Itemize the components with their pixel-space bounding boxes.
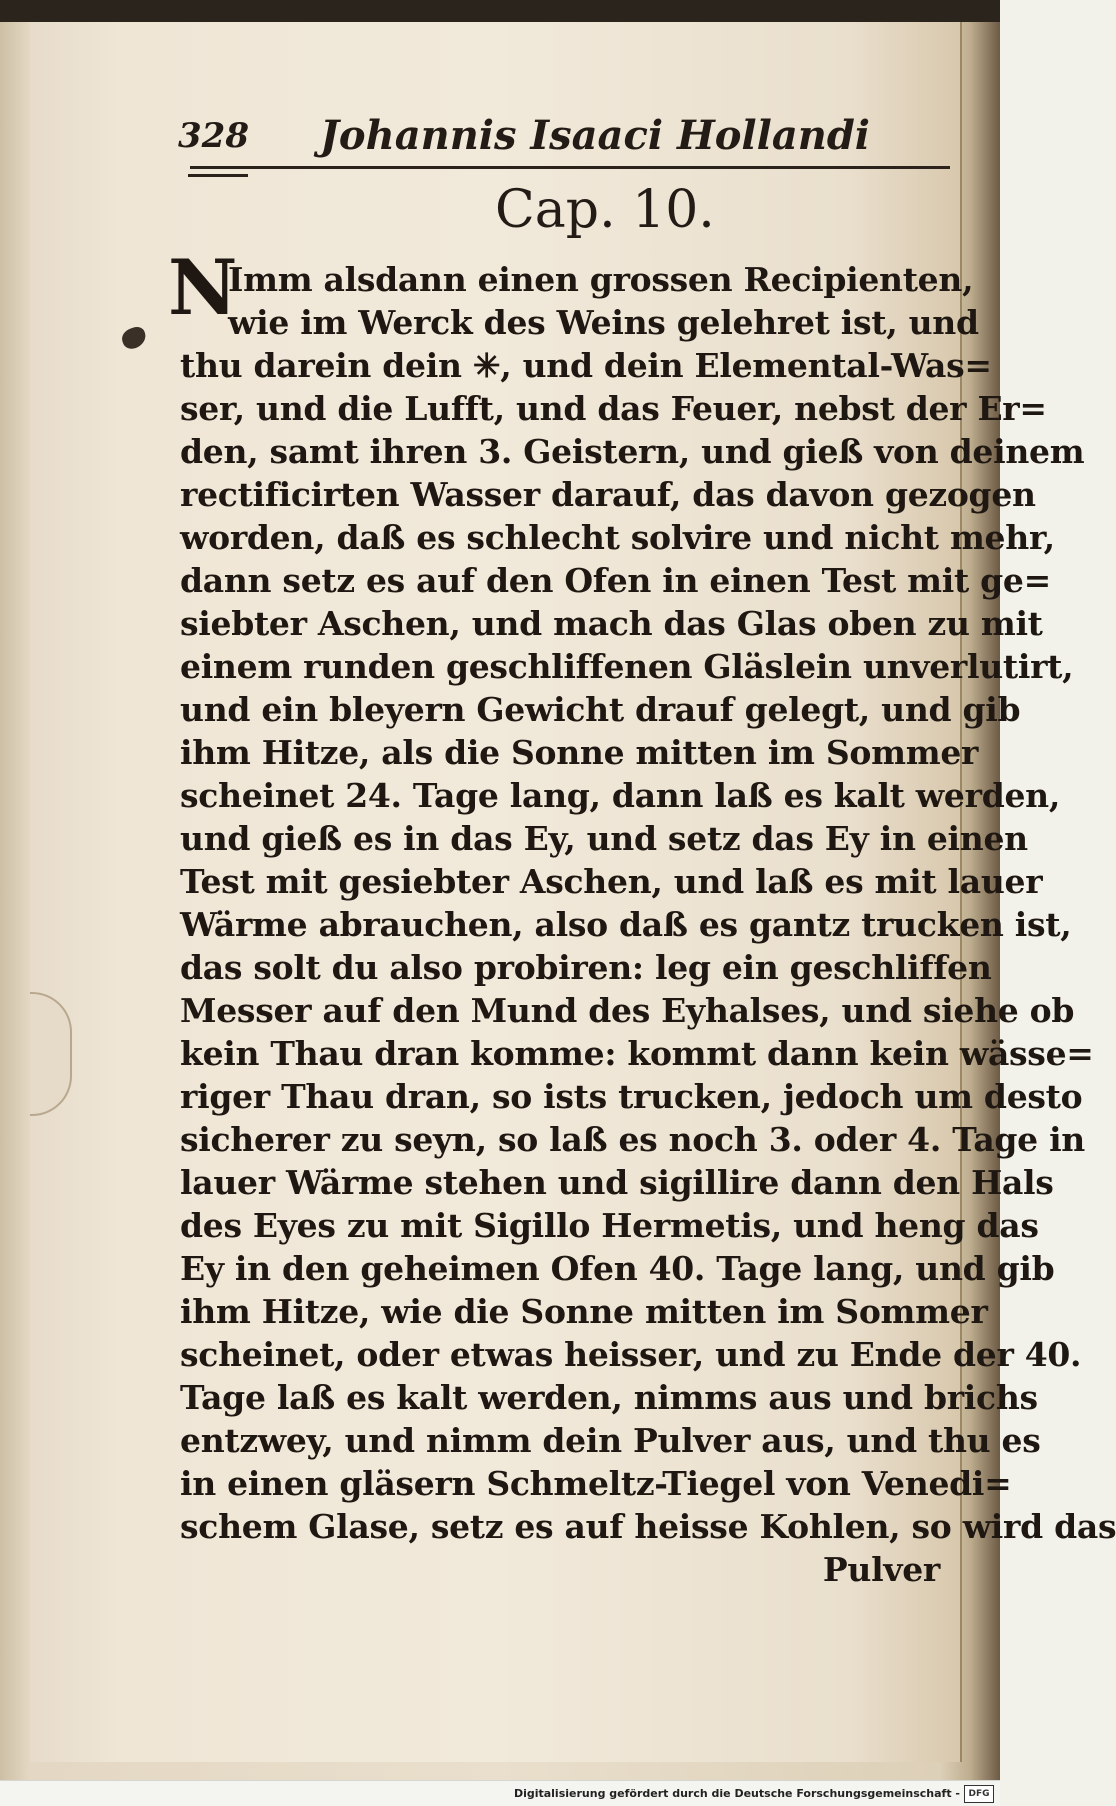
text-line: des Eyes zu mit Sigillo Hermetis, und heng das <box>180 1206 1039 1245</box>
running-head <box>150 108 950 168</box>
text-line: entzwey, und nimm dein Pulver aus, und thu es <box>180 1421 1041 1460</box>
text-line: ihm Hitze, als die Sonne mitten im Sommer <box>180 733 979 772</box>
header-rule <box>190 166 950 169</box>
text-line: riger Thau dran, so ists trucken, jedoch um desto <box>180 1077 1083 1116</box>
chapter-title: Cap. 10. <box>495 180 715 240</box>
text-line: in einen gläsern Schmeltz-Tiegel von Venedi= <box>180 1464 1012 1503</box>
page-number: 328 <box>178 116 249 156</box>
text-line: rectificirten Wasser darauf, das davon gezogen <box>180 475 1036 514</box>
digitization-footer <box>0 1780 1000 1806</box>
catchword: Pulver <box>822 1550 940 1589</box>
text-line: dann setz es auf den Ofen in einen Test mit ge= <box>180 561 1051 600</box>
text-line: und gieß es in das Ey, und setz das Ey in einen <box>180 819 1028 858</box>
text-line: Imm alsdann einen grossen Recipienten, <box>228 260 974 299</box>
text-line: kein Thau dran komme: kommt dann kein wässe= <box>180 1034 1094 1073</box>
text-line: einem runden geschliffenen Gläslein unverlutirt, <box>180 647 1074 686</box>
text-line: scheinet 24. Tage lang, dann laß es kalt werden, <box>180 776 1061 815</box>
text-line: thu darein dein ✳, und dein Elemental-Was= <box>180 346 992 385</box>
running-title: Johannis Isaaci Hollandi <box>320 112 870 159</box>
dfg-logo: DFG <box>964 1785 994 1803</box>
text-line: Test mit gesiebter Aschen, und laß es mit lauer <box>180 862 1043 901</box>
text-line: den, samt ihren 3. Geistern, und gieß von deinem <box>180 432 1085 471</box>
page-fold <box>30 992 72 1116</box>
text-line: und ein bleyern Gewicht drauf gelegt, und gib <box>180 690 1021 729</box>
footer-credit: Digitalisierung gefördert durch die Deutsche Forschungsgemeinschaft - <box>513 1787 960 1800</box>
text-line: ihm Hitze, wie die Sonne mitten im Sommer <box>180 1292 988 1331</box>
text-line: Ey in den geheimen Ofen 40. Tage lang, und gib <box>180 1249 1055 1288</box>
text-line: lauer Wärme stehen und sigillire dann den Hals <box>180 1163 1054 1202</box>
text-line: Tage laß es kalt werden, nimms aus und brichs <box>180 1378 1038 1417</box>
scan-top-edge <box>0 0 1000 22</box>
text-line: worden, daß es schlecht solvire und nicht mehr, <box>180 518 1055 557</box>
text-line: schem Glase, setz es auf heisse Kohlen, so wird das <box>180 1507 1116 1546</box>
text-line: Messer auf den Mund des Eyhalses, und siehe ob <box>180 991 1075 1030</box>
text-line: scheinet, oder etwas heisser, und zu Ende der 40. <box>180 1335 1082 1374</box>
text-line: ser, und die Lufft, und das Feuer, nebst der Er= <box>180 389 1047 428</box>
drop-cap: N <box>168 243 238 332</box>
header-rule-short <box>188 174 248 177</box>
text-line: sicherer zu seyn, so laß es noch 3. oder 4. Tage in <box>180 1120 1085 1159</box>
text-line: siebter Aschen, und mach das Glas oben zu mit <box>180 604 1043 643</box>
text-line: wie im Werck des Weins gelehret ist, und <box>228 303 979 342</box>
text-line: das solt du also probiren: leg ein geschliffen <box>180 948 992 987</box>
text-line: Wärme abrauchen, also daß es gantz trucken ist, <box>180 905 1072 944</box>
body-text <box>180 258 1116 1591</box>
